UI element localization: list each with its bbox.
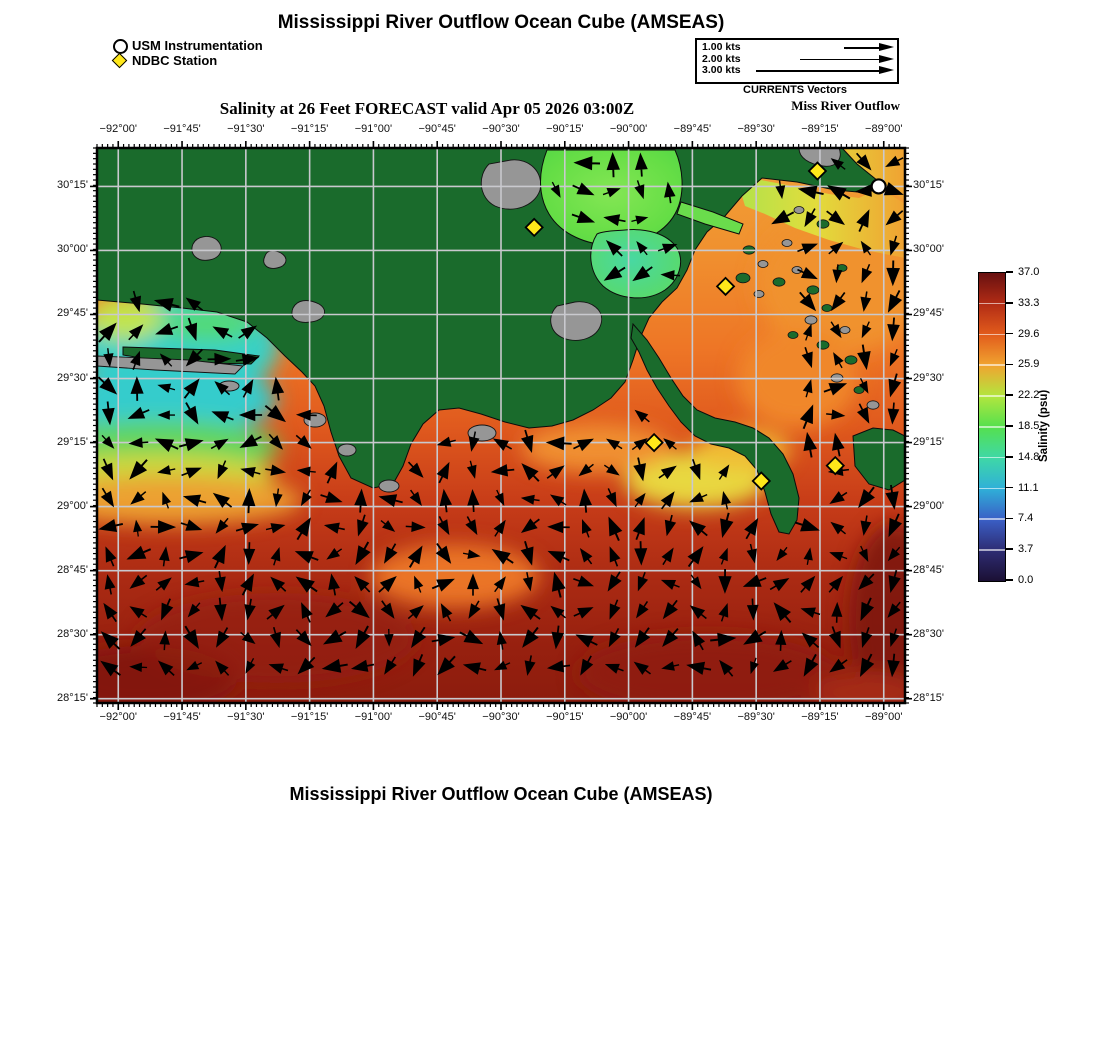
colorbar-tick-label: 29.6 [1018, 327, 1040, 340]
lon-tick-label-top: −89°15' [801, 123, 839, 135]
lat-tick-label-right: 28°30' [913, 627, 944, 640]
colorbar-tick-label: 18.5 [1018, 420, 1040, 432]
lat-tick-label-right: 28°45' [913, 563, 944, 576]
lon-tick-label-top: −90°45' [418, 123, 456, 135]
lon-tick-label-bottom: −91°00' [354, 711, 393, 723]
map-subtitle: Salinity at 26 Feet FORECAST valid Apr 05 2026 03:00Z [219, 99, 635, 118]
lon-tick-label-bottom: −89°45' [673, 711, 712, 723]
lon-tick-label-top: −91°30' [227, 123, 265, 135]
lon-tick-label-bottom: −90°45' [418, 711, 456, 723]
colorbar-tick-label: 33.3 [1018, 296, 1040, 309]
lon-tick-label-bottom: −90°15' [546, 711, 584, 723]
lat-tick-label-right: 30°00' [913, 243, 944, 256]
lat-tick-label-right: 28°15' [913, 691, 944, 704]
lon-tick-label-top: −89°45' [673, 123, 712, 135]
colorbar-tick [1006, 456, 1013, 458]
lon-tick-label-bottom: −89°30' [737, 711, 775, 723]
colorbar-tick-label: 7.4 [1018, 512, 1034, 525]
colorbar-tick [1006, 487, 1013, 489]
lon-tick-label-top: −90°15' [546, 123, 584, 135]
colorbar-tick-label: 14.8 [1018, 450, 1040, 463]
lat-tick-label-left: 30°00' [57, 243, 88, 256]
page-title: Mississippi River Outflow Ocean Cube (AMSEAS) [277, 12, 725, 33]
lon-tick-label-bottom: −91°30' [227, 711, 265, 723]
lon-tick-label-bottom: −89°00' [865, 711, 903, 723]
map-corner-label: Miss River Outflow [791, 98, 900, 113]
colorbar-tick-label: 25.9 [1018, 358, 1040, 371]
colorbar-tick [1006, 302, 1013, 304]
lon-tick-label-bottom: −91°15' [290, 711, 329, 723]
colorbar-tick [1006, 425, 1013, 427]
colorbar-tick [1006, 548, 1013, 550]
lat-tick-label-right: 30°15' [913, 179, 944, 192]
colorbar-tick [1006, 333, 1013, 335]
usm-label: USM Instrumentation [132, 38, 263, 53]
colorbar-tick [1006, 579, 1013, 581]
colorbar-tick-label: 37.0 [1018, 266, 1040, 278]
lat-tick-label-right: 29°45' [913, 307, 944, 320]
colorbar-tick-label: 3.7 [1018, 543, 1034, 556]
lon-tick-label-top: −89°30' [737, 123, 775, 135]
lat-tick-label-left: 29°30' [57, 371, 88, 384]
lat-tick-label-right: 29°15' [913, 435, 944, 448]
colorbar-tick [1006, 394, 1013, 396]
colorbar-tick-label: 11.1 [1018, 481, 1039, 494]
bottom-page-title: Mississippi River Outflow Ocean Cube (AMSEAS) [289, 784, 713, 804]
lon-tick-label-bottom: −92°00' [99, 711, 137, 723]
lon-tick-label-top: −92°00' [99, 123, 137, 135]
colorbar-tick [1006, 364, 1013, 366]
lon-tick-label-bottom: −89°15' [801, 711, 839, 723]
lon-tick-label-top: −90°00' [609, 123, 648, 135]
lat-tick-label-left: 28°15' [57, 691, 88, 704]
colorbar-tick [1006, 271, 1013, 273]
lon-tick-label-top: −91°00' [354, 123, 393, 135]
lat-tick-label-right: 29°00' [913, 499, 944, 512]
lon-tick-label-bottom: −91°45' [163, 711, 201, 723]
lat-tick-label-left: 28°45' [57, 563, 88, 576]
lon-tick-label-bottom: −90°00' [609, 711, 648, 723]
colorbar-tick-label: 22.2 [1018, 389, 1040, 402]
currents-speed-label: 1.00 kts [702, 41, 741, 53]
currents-speed-label: 2.00 kts [702, 52, 741, 65]
lat-tick-label-left: 29°45' [57, 307, 88, 320]
lon-tick-label-top: −91°45' [163, 123, 201, 135]
colorbar [978, 272, 1006, 582]
currents-speed-label: 3.00 kts [702, 64, 741, 76]
lat-tick-label-left: 30°15' [57, 179, 88, 192]
lon-tick-label-top: −89°00' [865, 123, 903, 135]
colorbar-tick [1006, 518, 1013, 520]
lat-tick-label-left: 29°00' [57, 499, 88, 512]
lat-tick-label-left: 28°30' [57, 627, 88, 640]
colorbar-tick-label: 0.0 [1018, 574, 1034, 586]
lon-tick-label-bottom: −90°30' [482, 711, 520, 723]
ndbc-label: NDBC Station [132, 53, 218, 68]
lon-tick-label-top: −90°30' [482, 123, 520, 135]
colorbar-title: Salinity (psu) [1038, 389, 1050, 463]
lon-tick-label-top: −91°15' [290, 123, 329, 135]
currents-legend-caption: CURRENTS Vectors [743, 84, 847, 96]
lat-tick-label-right: 29°30' [913, 371, 944, 384]
lat-tick-label-left: 29°15' [57, 435, 88, 448]
